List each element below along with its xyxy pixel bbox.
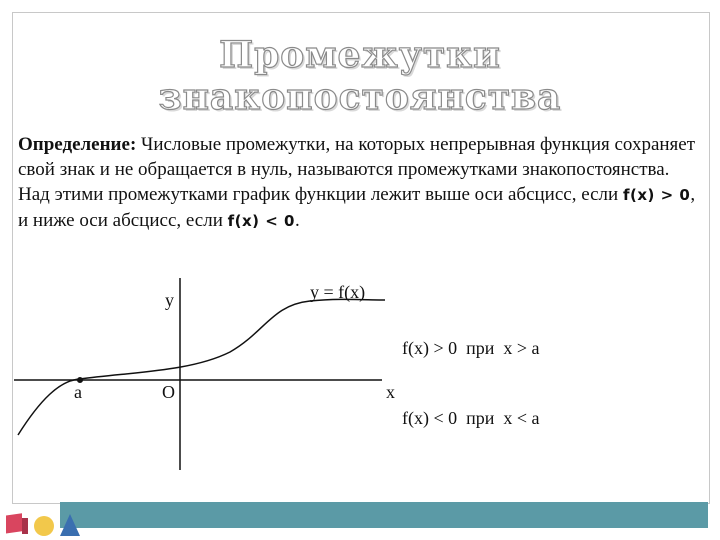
function-curve xyxy=(18,299,385,435)
red-cube-side-icon xyxy=(22,518,28,534)
condition-negative: f(x) < 0 xyxy=(227,212,295,230)
note-positive: f(x) > 0 при x > a xyxy=(402,338,540,358)
origin-label: O xyxy=(162,382,175,402)
definition-text-4: . xyxy=(295,210,300,231)
point-a-label: a xyxy=(74,382,82,402)
blue-pyramid-icon xyxy=(60,514,80,536)
definition-text-1: Числовые промежутки, на которых непрерывная функция сохраняет свой знак и не обращается в нуль, называются промежутками знакопостоянства. xyxy=(18,134,696,180)
x-axis-label: x xyxy=(386,382,395,402)
footer-bar xyxy=(60,502,708,528)
definition-term: Определение: xyxy=(18,134,137,155)
red-cube-icon xyxy=(6,513,22,533)
slide-title: Промежутки знакопостоянства xyxy=(158,34,562,118)
definition-text-2: Над этими промежутками график функции лежит выше оси абсцисс, если xyxy=(18,184,623,205)
y-axis-label: y xyxy=(165,290,174,310)
condition-positive: f(x) > 0 xyxy=(622,186,691,204)
function-label: y = f(x) xyxy=(310,282,366,302)
yellow-sphere-icon xyxy=(34,516,54,536)
decorative-shapes-icon xyxy=(2,508,92,538)
note-negative: f(x) < 0 при x < a xyxy=(402,408,540,428)
definition-text-3: , и ниже оси абсцисс, если xyxy=(18,184,696,231)
